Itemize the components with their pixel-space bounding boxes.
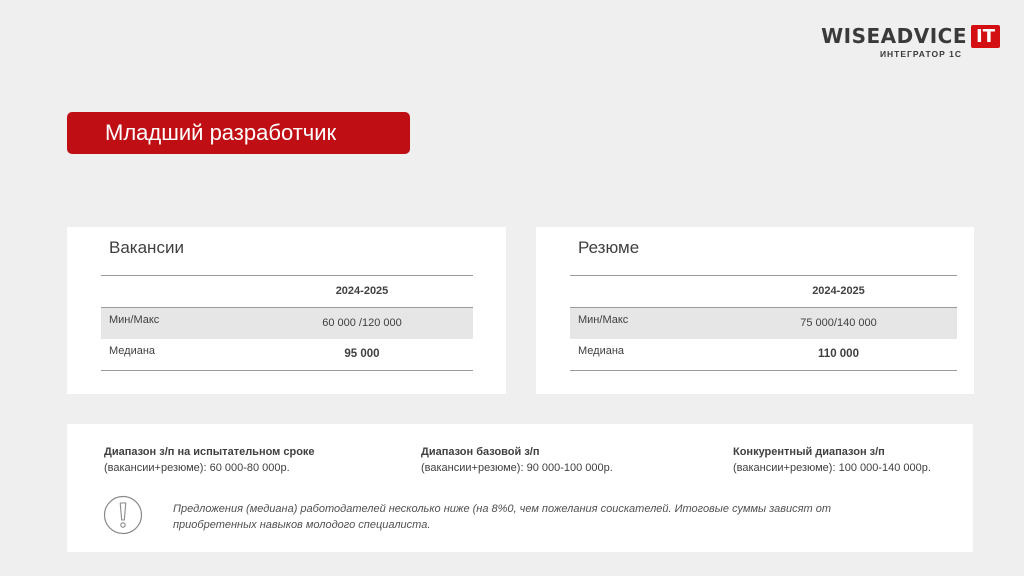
- range-title: Диапазон базовой з/п: [421, 446, 540, 458]
- summary-panel: [67, 424, 973, 552]
- note-line: приобретенных навыков молодого специалиста.: [173, 519, 431, 531]
- row-value: 60 000 /120 000: [322, 317, 402, 329]
- table-row: [101, 339, 473, 370]
- logo-wordmark: WISEADVICE: [821, 24, 968, 48]
- row-label: Медиана: [578, 345, 625, 357]
- note-text: [173, 501, 903, 533]
- probation-range: [104, 444, 315, 476]
- range-detail: (вакансии+резюме): 60 000-80 000р.: [104, 462, 290, 474]
- row-value: 95 000: [344, 348, 380, 360]
- resumes-card: [536, 227, 974, 394]
- row-label: Мин/Макс: [578, 314, 629, 326]
- note-line: Предложения (медиана) работодателей несколько ниже (на 8%0, чем пожелания соискателей. Итоговые суммы зависят от: [173, 503, 832, 515]
- page-title: Младший разработчик: [67, 112, 410, 154]
- range-title: Конкурентный диапазон з/п: [733, 446, 885, 458]
- exclamation-circle-icon: [103, 495, 143, 535]
- row-label: Мин/Макс: [109, 314, 160, 326]
- vacancies-table: [101, 275, 473, 371]
- range-detail: (вакансии+резюме): 100 000-140 000р.: [733, 462, 931, 474]
- table-row: [570, 308, 957, 339]
- resumes-table: [570, 275, 957, 371]
- table-row: [101, 308, 473, 339]
- vacancies-card: [67, 227, 506, 394]
- table-header: [101, 276, 473, 308]
- range-detail: (вакансии+резюме): 90 000-100 000р.: [421, 462, 613, 474]
- row-label: Медиана: [109, 345, 156, 357]
- row-value: 110 000: [818, 348, 859, 360]
- column-header: 2024-2025: [335, 285, 389, 297]
- column-header: 2024-2025: [812, 285, 865, 297]
- vacancies-title: Вакансии: [109, 238, 184, 257]
- row-value: 75 000/140 000: [800, 317, 877, 329]
- company-logo: [821, 24, 1000, 59]
- table-row: [570, 339, 957, 370]
- logo-badge: IT: [971, 25, 1000, 48]
- range-title: Диапазон з/п на испытательном сроке: [104, 446, 315, 458]
- competitive-range: [733, 444, 931, 476]
- logo-subtitle: ИНТЕГРАТОР 1С: [879, 49, 962, 59]
- table-header: [570, 276, 957, 308]
- resumes-title: Резюме: [578, 238, 640, 257]
- base-range: [421, 444, 613, 476]
